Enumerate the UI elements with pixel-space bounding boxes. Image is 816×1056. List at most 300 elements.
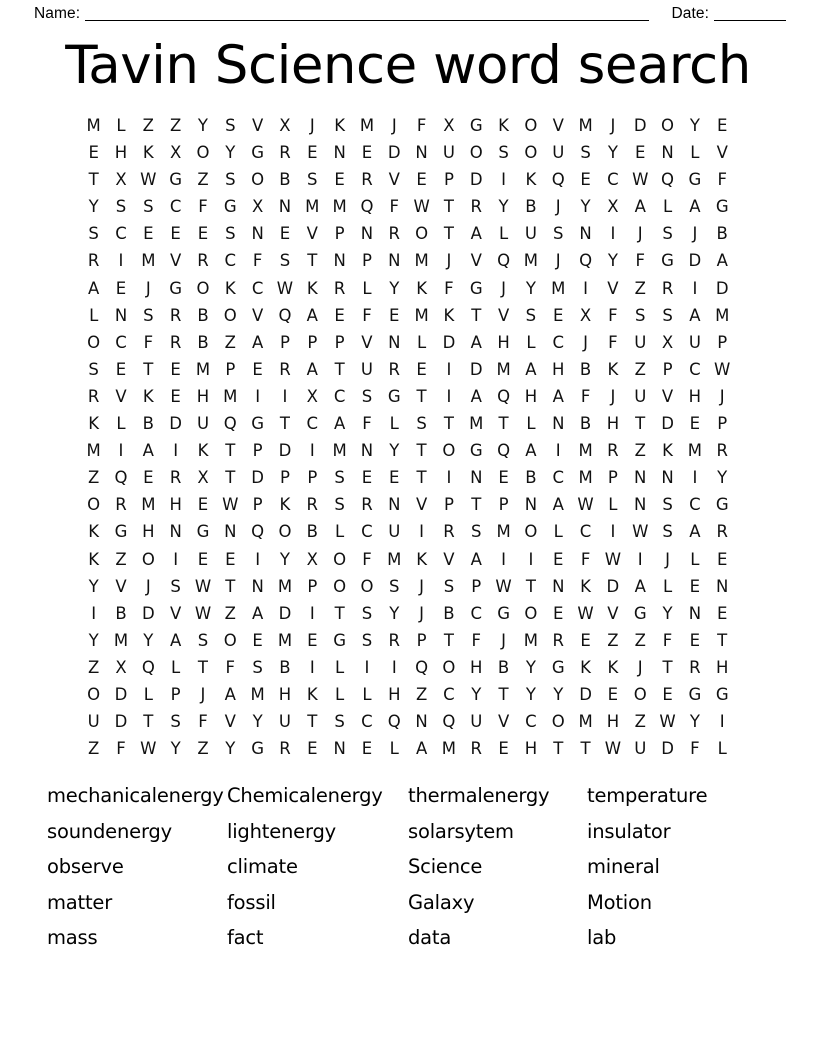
grid-letter[interactable]: R xyxy=(689,657,701,677)
grid-letter[interactable]: S xyxy=(279,251,291,271)
grid-letter[interactable]: G xyxy=(715,495,729,515)
grid-letter[interactable]: F xyxy=(416,116,427,135)
grid-letter[interactable]: K xyxy=(662,441,673,461)
grid-letter[interactable]: S xyxy=(334,495,345,515)
grid-letter[interactable]: X xyxy=(197,468,209,488)
grid-letter[interactable]: D xyxy=(469,170,483,190)
grid-letter[interactable]: J xyxy=(555,197,561,217)
grid-letter[interactable]: O xyxy=(551,712,565,732)
grid-letter[interactable]: M xyxy=(523,251,539,271)
grid-letter[interactable]: E xyxy=(115,359,127,379)
grid-letter[interactable]: E xyxy=(143,224,154,244)
grid-letter[interactable]: F xyxy=(198,197,208,217)
grid-letter[interactable]: K xyxy=(607,657,619,677)
grid-letter[interactable]: S xyxy=(334,468,345,488)
grid-letter[interactable]: X xyxy=(579,305,592,325)
grid-letter[interactable]: H xyxy=(169,495,182,515)
grid-letter[interactable]: P xyxy=(170,684,181,704)
grid-letter[interactable]: I xyxy=(419,522,425,542)
word-list-item[interactable]: temperature xyxy=(587,784,708,807)
grid-letter[interactable]: I xyxy=(501,549,507,569)
grid-letter[interactable]: Y xyxy=(225,739,236,759)
grid-letter[interactable]: S xyxy=(361,630,373,650)
grid-letter[interactable]: L xyxy=(608,495,618,515)
grid-letter[interactable]: L xyxy=(362,684,372,704)
grid-letter[interactable]: Y xyxy=(88,630,99,650)
grid-letter[interactable]: E xyxy=(689,576,701,596)
grid-letter[interactable]: E xyxy=(553,305,564,325)
grid-letter[interactable]: N xyxy=(470,468,483,488)
word-list-item[interactable]: soundenergy xyxy=(47,819,172,843)
grid-letter[interactable]: I xyxy=(309,603,315,623)
grid-letter[interactable]: R xyxy=(361,495,373,515)
name-blank-line[interactable] xyxy=(85,8,649,21)
grid-letter[interactable]: A xyxy=(716,251,728,271)
grid-letter[interactable]: T xyxy=(471,495,482,515)
grid-letter[interactable]: T xyxy=(443,414,454,434)
grid-letter[interactable]: I xyxy=(173,549,179,569)
grid-letter[interactable]: A xyxy=(634,576,646,596)
grid-letter[interactable]: N xyxy=(661,468,674,488)
grid-letter[interactable]: P xyxy=(279,332,290,352)
grid-letter[interactable]: V xyxy=(716,143,728,163)
grid-letter[interactable]: P xyxy=(662,359,673,379)
grid-letter[interactable]: Z xyxy=(197,739,209,759)
grid-letter[interactable]: Q xyxy=(415,657,429,677)
grid-letter[interactable]: B xyxy=(525,197,537,217)
grid-letter[interactable]: E xyxy=(115,278,127,298)
grid-letter[interactable]: S xyxy=(88,224,99,244)
grid-letter[interactable]: N xyxy=(415,712,428,732)
grid-letter[interactable]: O xyxy=(223,305,237,325)
grid-letter[interactable]: G xyxy=(387,386,401,406)
grid-letter[interactable]: Y xyxy=(498,197,509,217)
grid-letter[interactable]: E xyxy=(334,305,345,325)
grid-letter[interactable]: M xyxy=(578,468,593,488)
grid-letter[interactable]: J xyxy=(610,386,616,406)
grid-letter[interactable]: Y xyxy=(197,116,209,135)
grid-letter[interactable]: E xyxy=(361,739,373,759)
date-blank-line[interactable] xyxy=(714,8,786,21)
grid-letter[interactable]: B xyxy=(525,468,537,488)
grid-letter[interactable]: K xyxy=(88,522,100,542)
grid-letter[interactable]: N xyxy=(634,495,647,515)
grid-letter[interactable]: P xyxy=(279,468,290,488)
grid-letter[interactable]: W xyxy=(604,739,622,759)
grid-letter[interactable]: S xyxy=(553,224,564,244)
grid-letter[interactable]: I xyxy=(446,386,452,406)
grid-letter[interactable]: G xyxy=(251,414,265,434)
grid-letter[interactable]: N xyxy=(333,251,346,271)
grid-letter[interactable]: Y xyxy=(553,684,564,704)
grid-letter[interactable]: F xyxy=(362,305,372,325)
grid-letter[interactable]: L xyxy=(335,684,345,704)
grid-letter[interactable]: Y xyxy=(689,712,700,732)
grid-letter[interactable]: Y xyxy=(170,739,181,759)
grid-letter[interactable]: D xyxy=(442,332,456,352)
grid-letter[interactable]: Z xyxy=(634,712,646,732)
grid-letter[interactable]: L xyxy=(171,657,181,677)
grid-letter[interactable]: P xyxy=(334,332,345,352)
grid-letter[interactable]: K xyxy=(498,116,509,135)
grid-letter[interactable]: K xyxy=(416,549,428,569)
grid-letter[interactable]: C xyxy=(607,170,619,190)
grid-letter[interactable]: Y xyxy=(252,712,263,732)
grid-letter[interactable]: N xyxy=(169,522,182,542)
grid-letter[interactable]: S xyxy=(225,224,236,244)
grid-letter[interactable]: N xyxy=(634,468,647,488)
grid-letter[interactable]: L xyxy=(717,739,727,759)
grid-letter[interactable]: R xyxy=(388,630,400,650)
grid-letter[interactable]: O xyxy=(333,576,347,596)
grid-letter[interactable]: W xyxy=(604,549,622,569)
grid-letter[interactable]: E xyxy=(553,603,564,623)
grid-letter[interactable]: O xyxy=(196,278,210,298)
grid-letter[interactable]: Y xyxy=(225,143,236,163)
grid-letter[interactable]: L xyxy=(116,414,126,434)
grid-letter[interactable]: R xyxy=(661,278,674,298)
grid-letter[interactable]: U xyxy=(688,332,701,352)
grid-letter[interactable]: M xyxy=(715,305,730,325)
grid-letter[interactable]: O xyxy=(415,224,429,244)
grid-letter[interactable]: O xyxy=(223,630,237,650)
grid-letter[interactable]: I xyxy=(555,441,561,461)
grid-letter[interactable]: Y xyxy=(279,549,290,569)
grid-letter[interactable]: C xyxy=(689,359,701,379)
grid-letter[interactable]: K xyxy=(279,495,291,515)
grid-letter[interactable]: J xyxy=(637,224,643,244)
grid-letter[interactable]: E xyxy=(170,359,181,379)
grid-letter[interactable]: S xyxy=(471,522,482,542)
grid-letter[interactable]: V xyxy=(115,576,127,596)
grid-letter[interactable]: I xyxy=(255,386,261,406)
grid-letter[interactable]: E xyxy=(498,468,509,488)
grid-letter[interactable]: E xyxy=(416,170,427,190)
grid-letter[interactable]: A xyxy=(415,739,428,759)
grid-letter[interactable]: J xyxy=(665,549,670,569)
grid-letter[interactable]: Q xyxy=(497,386,511,406)
grid-letter[interactable]: E xyxy=(197,495,209,515)
grid-letter[interactable]: C xyxy=(361,712,373,732)
grid-letter[interactable]: M xyxy=(578,116,593,135)
grid-letter[interactable]: E xyxy=(170,386,181,406)
grid-letter[interactable]: R xyxy=(306,495,319,515)
grid-letter[interactable]: N xyxy=(552,414,565,434)
grid-letter[interactable]: T xyxy=(416,441,427,461)
grid-letter[interactable]: P xyxy=(416,630,427,650)
grid-letter[interactable]: T xyxy=(443,224,454,244)
grid-letter[interactable]: T xyxy=(471,305,482,325)
grid-letter[interactable]: W xyxy=(632,522,649,542)
grid-letter[interactable]: L xyxy=(116,116,126,135)
grid-letter[interactable]: G xyxy=(251,143,265,163)
grid-letter[interactable]: B xyxy=(197,305,209,325)
grid-letter[interactable]: S xyxy=(252,657,263,677)
grid-letter[interactable]: Q xyxy=(141,657,155,677)
grid-letter[interactable]: R xyxy=(169,332,182,352)
grid-letter[interactable]: P xyxy=(225,359,236,379)
grid-letter[interactable]: K xyxy=(580,576,591,596)
grid-letter[interactable]: K xyxy=(580,657,591,677)
grid-letter[interactable]: R xyxy=(443,522,455,542)
grid-letter[interactable]: Z xyxy=(224,603,236,623)
grid-letter[interactable]: P xyxy=(607,468,618,488)
grid-letter[interactable]: I xyxy=(610,522,616,542)
grid-letter[interactable]: Z xyxy=(115,549,127,569)
grid-letter[interactable]: S xyxy=(170,576,181,596)
grid-letter[interactable]: T xyxy=(443,197,454,217)
grid-letter[interactable]: N xyxy=(360,441,374,461)
grid-letter[interactable]: W xyxy=(632,170,649,190)
grid-letter[interactable]: A xyxy=(689,197,701,217)
grid-letter[interactable]: I xyxy=(91,603,97,623)
grid-letter[interactable]: Y xyxy=(389,603,400,623)
grid-letter[interactable]: C xyxy=(169,197,182,217)
grid-letter[interactable]: B xyxy=(579,414,592,434)
grid-letter[interactable]: J xyxy=(419,603,425,623)
grid-letter[interactable]: P xyxy=(252,441,263,461)
grid-letter[interactable]: D xyxy=(251,468,264,488)
grid-letter[interactable]: V xyxy=(251,305,264,325)
grid-letter[interactable]: G xyxy=(469,116,483,135)
grid-letter[interactable]: E xyxy=(389,305,400,325)
grid-letter[interactable]: O xyxy=(196,143,210,163)
grid-letter[interactable]: V xyxy=(607,603,619,623)
grid-letter[interactable]: D xyxy=(633,116,647,135)
grid-letter[interactable]: Z xyxy=(88,468,100,488)
grid-letter[interactable]: D xyxy=(606,576,620,596)
grid-letter[interactable]: F xyxy=(444,278,454,298)
grid-letter[interactable]: S xyxy=(389,576,400,596)
grid-letter[interactable]: Z xyxy=(88,739,100,759)
grid-letter[interactable]: Q xyxy=(251,522,265,542)
grid-letter[interactable]: J xyxy=(555,251,561,271)
grid-letter[interactable]: B xyxy=(115,603,127,623)
grid-letter[interactable]: F xyxy=(198,712,208,732)
grid-letter[interactable]: V xyxy=(497,305,510,325)
grid-letter[interactable]: I xyxy=(692,278,698,298)
grid-letter[interactable]: S xyxy=(115,197,127,217)
grid-letter[interactable]: A xyxy=(525,359,537,379)
grid-letter[interactable]: Y xyxy=(525,278,536,298)
grid-letter[interactable]: J xyxy=(391,116,397,135)
grid-letter[interactable]: Q xyxy=(360,197,374,217)
grid-letter[interactable]: N xyxy=(661,143,674,163)
grid-letter[interactable]: N xyxy=(388,251,401,271)
grid-letter[interactable]: E xyxy=(689,414,701,434)
grid-letter[interactable]: E xyxy=(416,359,427,379)
grid-letter[interactable]: E xyxy=(307,739,318,759)
grid-letter[interactable]: B xyxy=(142,414,154,434)
grid-letter[interactable]: I xyxy=(446,468,452,488)
grid-letter[interactable]: O xyxy=(141,549,155,569)
grid-letter[interactable]: J xyxy=(446,251,452,271)
grid-letter[interactable]: I xyxy=(118,441,124,461)
grid-letter[interactable]: Y xyxy=(389,441,400,461)
grid-letter[interactable]: M xyxy=(195,359,211,379)
grid-letter[interactable]: P xyxy=(471,576,482,596)
word-list-item[interactable]: mass xyxy=(47,926,98,950)
grid-letter[interactable]: T xyxy=(307,251,318,271)
grid-letter[interactable]: R xyxy=(552,630,564,650)
word-list-item[interactable]: Galaxy xyxy=(408,890,475,914)
grid-letter[interactable]: E xyxy=(635,143,646,163)
grid-letter[interactable]: C xyxy=(251,278,264,298)
grid-letter[interactable]: T xyxy=(225,441,236,461)
grid-letter[interactable]: S xyxy=(170,712,181,732)
grid-letter[interactable]: G xyxy=(551,657,565,677)
grid-letter[interactable]: W xyxy=(413,197,430,217)
grid-letter[interactable]: U xyxy=(470,712,483,732)
grid-letter[interactable]: T xyxy=(225,468,236,488)
grid-letter[interactable]: D xyxy=(114,712,128,732)
grid-letter[interactable]: E xyxy=(88,143,99,163)
grid-letter[interactable]: L xyxy=(553,522,563,542)
grid-letter[interactable]: E xyxy=(580,630,591,650)
grid-letter[interactable]: Z xyxy=(607,630,619,650)
grid-letter[interactable]: M xyxy=(86,116,101,135)
grid-letter[interactable]: A xyxy=(552,495,564,515)
grid-letter[interactable]: J xyxy=(309,116,315,135)
grid-letter[interactable]: Y xyxy=(88,197,99,217)
grid-letter[interactable]: C xyxy=(333,386,346,406)
grid-letter[interactable]: M xyxy=(469,414,484,434)
grid-letter[interactable]: S xyxy=(334,712,345,732)
grid-letter[interactable]: Q xyxy=(497,441,511,461)
grid-letter[interactable]: S xyxy=(197,630,209,650)
grid-letter[interactable]: G xyxy=(469,278,483,298)
grid-letter[interactable]: S xyxy=(662,522,673,542)
grid-letter[interactable]: E xyxy=(553,549,564,569)
grid-letter[interactable]: V xyxy=(224,712,236,732)
grid-letter[interactable]: J xyxy=(200,684,206,704)
grid-letter[interactable]: K xyxy=(197,441,209,461)
grid-letter[interactable]: C xyxy=(552,468,564,488)
grid-letter[interactable]: K xyxy=(88,414,100,434)
grid-letter[interactable]: A xyxy=(251,603,264,623)
grid-letter[interactable]: D xyxy=(141,603,155,623)
grid-letter[interactable]: A xyxy=(470,549,482,569)
grid-letter[interactable]: S xyxy=(634,305,646,325)
grid-letter[interactable]: U xyxy=(634,386,647,406)
grid-letter[interactable]: W xyxy=(140,739,157,759)
grid-letter[interactable]: O xyxy=(333,549,347,569)
grid-letter[interactable]: D xyxy=(278,441,292,461)
grid-letter[interactable]: O xyxy=(469,143,483,163)
grid-letter[interactable]: C xyxy=(115,224,127,244)
grid-letter[interactable]: J xyxy=(637,657,643,677)
grid-letter[interactable]: H xyxy=(524,739,538,759)
grid-letter[interactable]: R xyxy=(279,143,291,163)
grid-letter[interactable]: I xyxy=(391,657,397,677)
word-search-grid[interactable] xyxy=(80,112,736,762)
grid-letter[interactable]: A xyxy=(224,684,236,704)
grid-letter[interactable]: E xyxy=(252,630,263,650)
grid-letter[interactable]: J xyxy=(419,576,425,596)
grid-letter[interactable]: V xyxy=(552,116,564,135)
grid-letter[interactable]: P xyxy=(334,224,345,244)
word-list-item[interactable]: lightenergy xyxy=(227,819,336,843)
word-list-item[interactable]: climate xyxy=(227,855,298,879)
grid-letter[interactable]: E xyxy=(252,359,263,379)
grid-letter[interactable]: T xyxy=(225,576,236,596)
grid-letter[interactable]: J xyxy=(583,332,588,352)
grid-letter[interactable]: C xyxy=(443,684,455,704)
grid-letter[interactable]: O xyxy=(251,170,265,190)
grid-letter[interactable]: K xyxy=(607,359,619,379)
grid-letter[interactable]: J xyxy=(501,278,507,298)
grid-letter[interactable]: W xyxy=(140,170,157,190)
grid-letter[interactable]: N xyxy=(333,143,346,163)
grid-letter[interactable]: T xyxy=(334,603,345,623)
grid-letter[interactable]: X xyxy=(306,386,318,406)
grid-letter[interactable]: T xyxy=(307,712,318,732)
grid-letter[interactable]: U xyxy=(634,332,647,352)
word-list-item[interactable]: lab xyxy=(587,926,617,950)
grid-letter[interactable]: S xyxy=(662,224,673,244)
grid-letter[interactable]: M xyxy=(387,549,402,569)
grid-letter[interactable]: R xyxy=(87,251,100,271)
grid-letter[interactable]: D xyxy=(688,251,702,271)
grid-letter[interactable]: I xyxy=(692,468,698,488)
grid-letter[interactable]: A xyxy=(251,332,264,352)
grid-letter[interactable]: I xyxy=(528,549,534,569)
grid-letter[interactable]: P xyxy=(498,495,509,515)
grid-letter[interactable]: T xyxy=(580,739,591,759)
grid-letter[interactable]: C xyxy=(224,251,237,271)
grid-letter[interactable]: T xyxy=(498,684,509,704)
grid-letter[interactable]: M xyxy=(414,305,429,325)
grid-letter[interactable]: L xyxy=(335,657,345,677)
grid-letter[interactable]: V xyxy=(170,251,182,271)
grid-letter[interactable]: K xyxy=(88,549,100,569)
grid-letter[interactable]: L xyxy=(662,576,673,596)
grid-letter[interactable]: H xyxy=(716,657,729,677)
grid-letter[interactable]: P xyxy=(717,414,728,434)
grid-letter[interactable]: A xyxy=(88,278,100,298)
grid-letter[interactable]: U xyxy=(524,224,537,244)
grid-letter[interactable]: P xyxy=(717,332,728,352)
grid-letter[interactable]: O xyxy=(87,684,101,704)
grid-letter[interactable]: N xyxy=(552,576,565,596)
grid-letter[interactable]: E xyxy=(143,468,154,488)
grid-letter[interactable]: F xyxy=(362,549,372,569)
grid-letter[interactable]: E xyxy=(389,468,400,488)
grid-letter[interactable]: F xyxy=(116,739,126,759)
grid-letter[interactable]: W xyxy=(714,359,731,379)
grid-letter[interactable]: D xyxy=(579,684,592,704)
grid-letter[interactable]: D xyxy=(661,414,674,434)
grid-letter[interactable]: E xyxy=(279,224,291,244)
grid-letter[interactable]: B xyxy=(279,170,291,190)
grid-letter[interactable]: T xyxy=(717,630,728,650)
grid-letter[interactable]: R xyxy=(716,441,728,461)
grid-letter[interactable]: X xyxy=(607,197,619,217)
grid-letter[interactable]: G xyxy=(469,441,483,461)
grid-letter[interactable]: S xyxy=(361,603,373,623)
grid-letter[interactable]: G xyxy=(688,684,702,704)
grid-letter[interactable]: U xyxy=(87,712,100,732)
grid-letter[interactable]: W xyxy=(577,495,594,515)
grid-letter[interactable]: X xyxy=(115,170,127,190)
grid-letter[interactable]: E xyxy=(716,603,728,623)
grid-letter[interactable]: H xyxy=(388,684,401,704)
grid-letter[interactable]: K xyxy=(443,305,455,325)
grid-letter[interactable]: C xyxy=(115,332,127,352)
grid-letter[interactable]: L xyxy=(335,522,345,542)
grid-letter[interactable]: R xyxy=(470,197,482,217)
grid-letter[interactable]: G xyxy=(333,630,347,650)
